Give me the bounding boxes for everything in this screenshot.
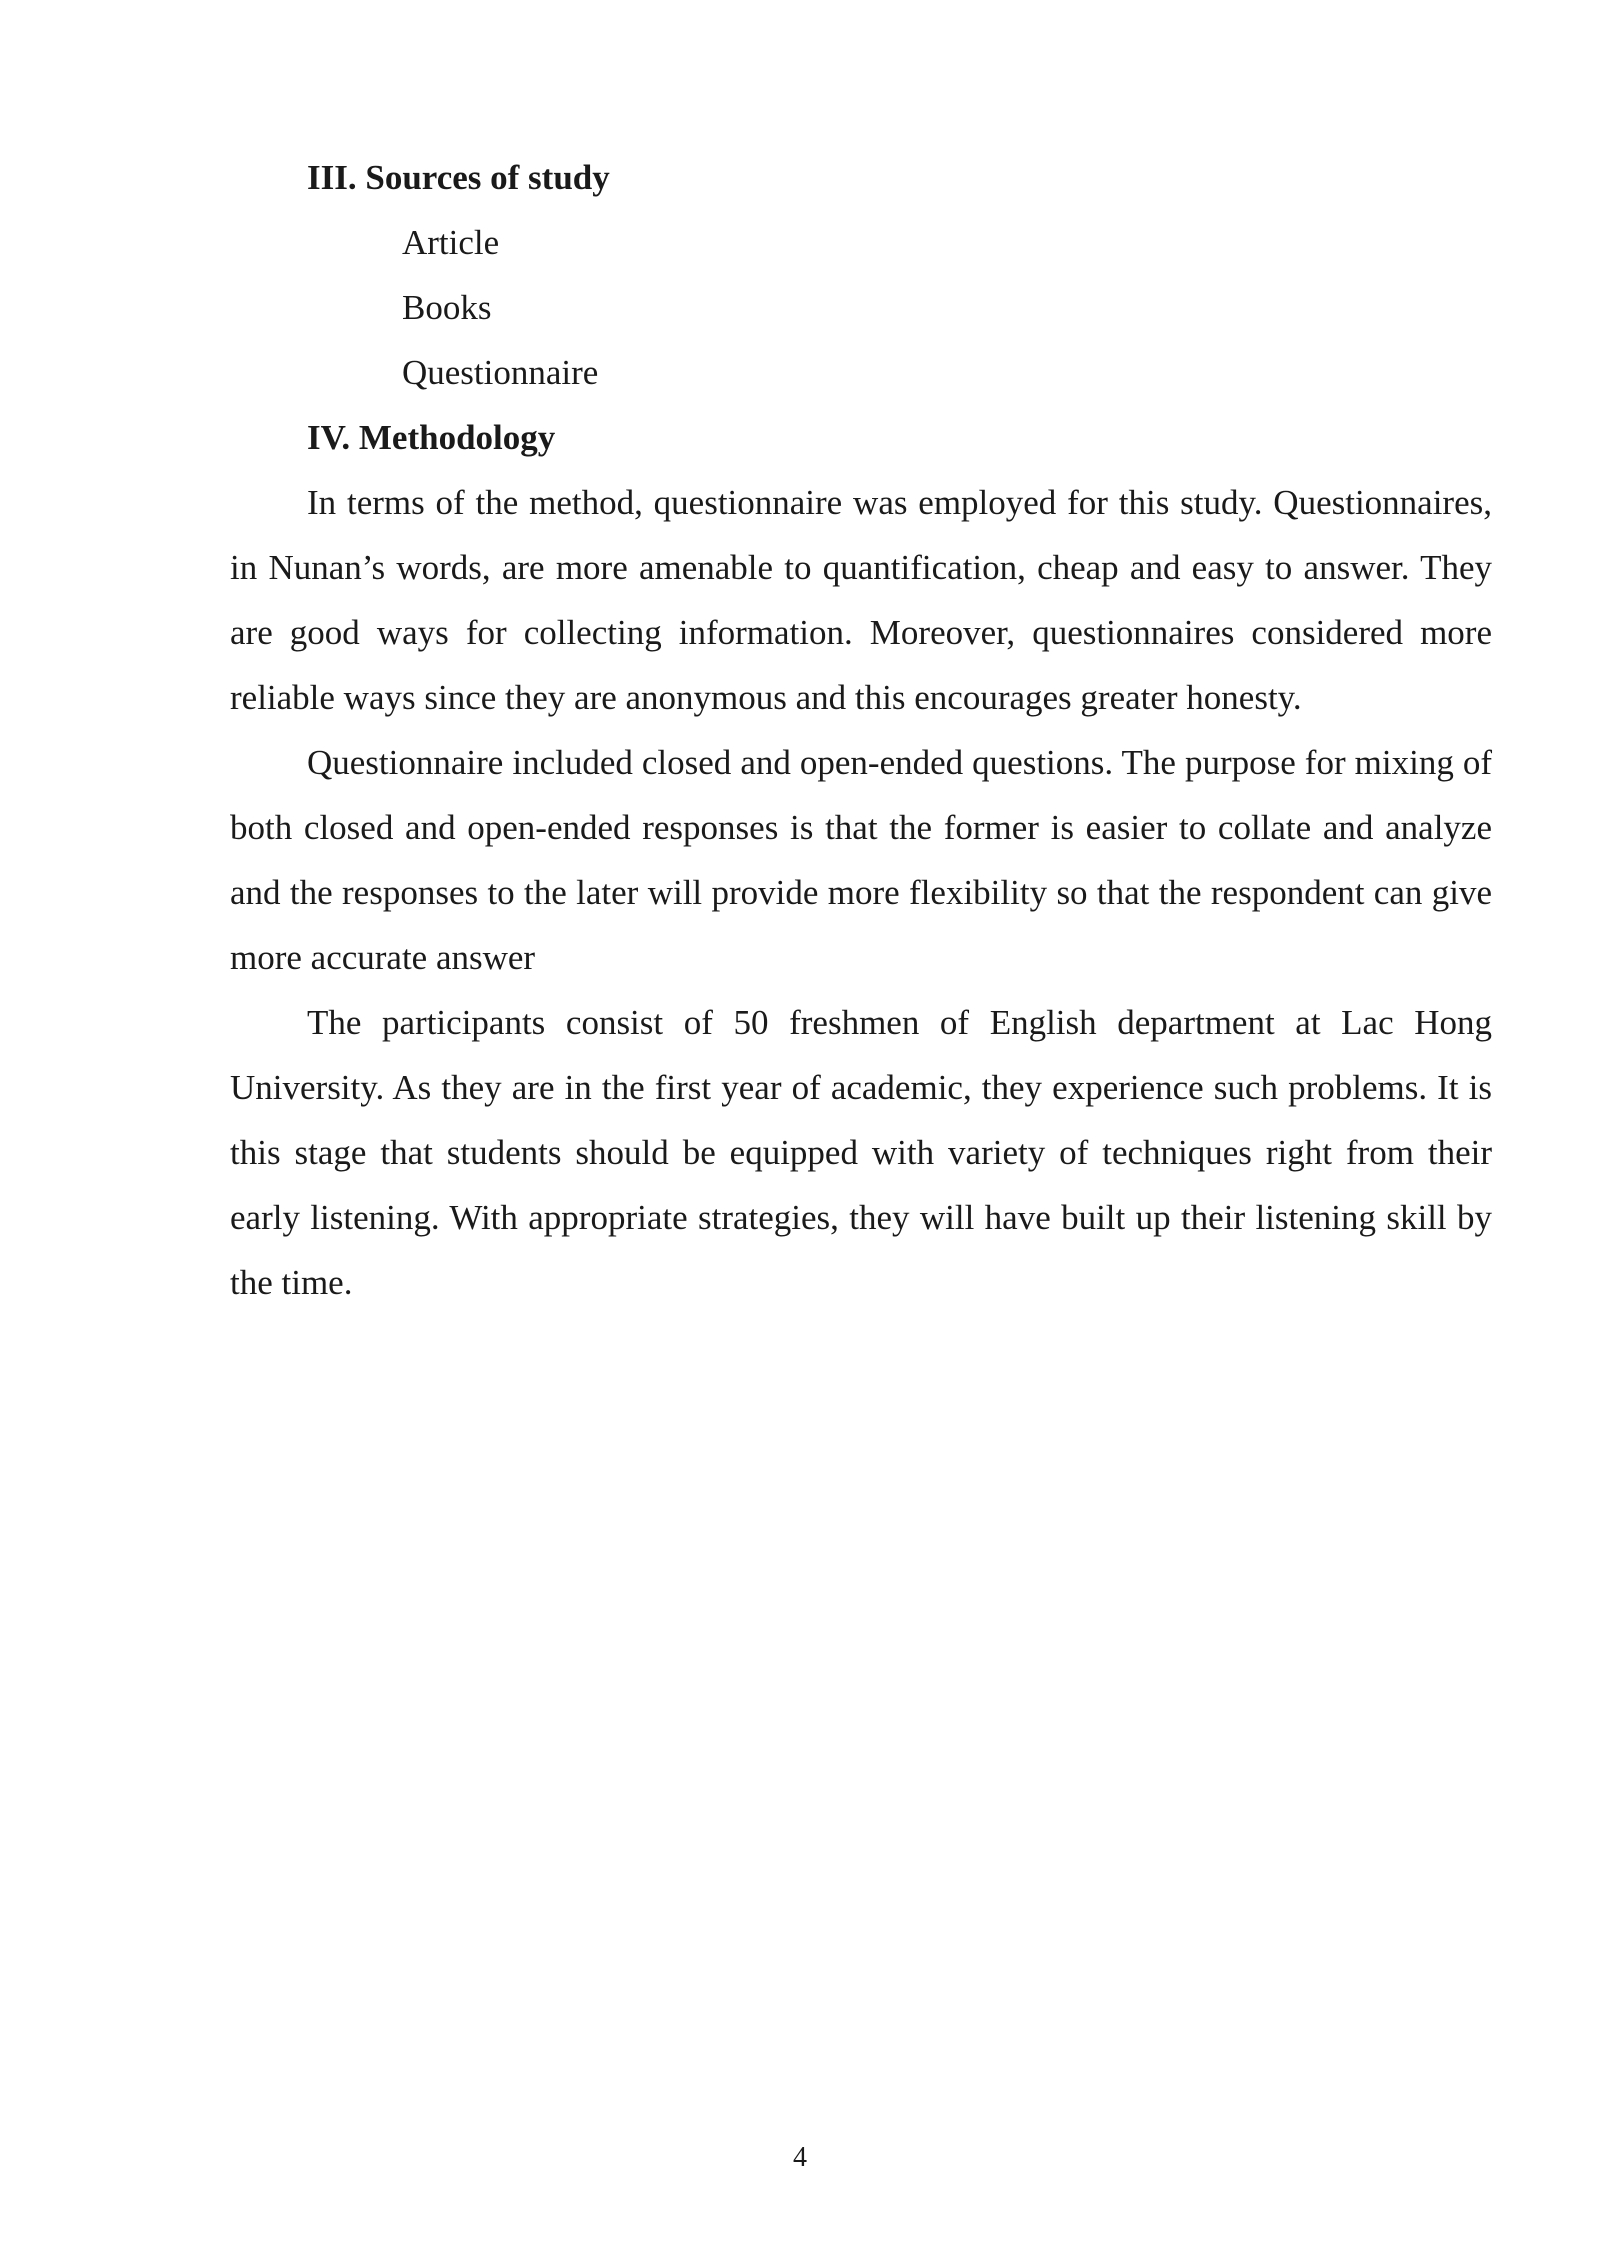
methodology-paragraph-method: In terms of the method, questionnaire was employed for this study. Questionnaires, in Nunan’s words, are more amenable to quantification, cheap and easy to answer. They are good ways for collecting information. Moreover, questionnaires considered more reliable ways since they are anonymous and this encourages greater honesty. — [230, 483, 1492, 717]
methodology-paragraph-participants: The participants consist of 50 freshmen of English department at Lac Hong University. As they are in the first year of academic, they experience such problems. It is this stage that students should be equipped with variety of techniques right from their early listening. With appropriate strategies, they will have built up their listening skill by the time. — [230, 1003, 1492, 1302]
methodology-paragraph-questionnaire: Questionnaire included closed and open-ended questions. The purpose for mixing of both closed and open-ended responses is that the former is easier to collate and analyze and the responses to the later will provide more flexibility so that the respondent can give more accurate answer — [230, 743, 1492, 977]
section-heading-sources: III. Sources of study — [307, 158, 610, 197]
section-heading-methodology: IV. Methodology — [307, 418, 556, 457]
source-item-books: Books — [402, 288, 492, 327]
page-number: 4 — [793, 2142, 807, 2173]
source-item-article: Article — [402, 223, 500, 262]
source-item-questionnaire: Questionnaire — [402, 353, 599, 392]
page-content — [230, 145, 1492, 1315]
